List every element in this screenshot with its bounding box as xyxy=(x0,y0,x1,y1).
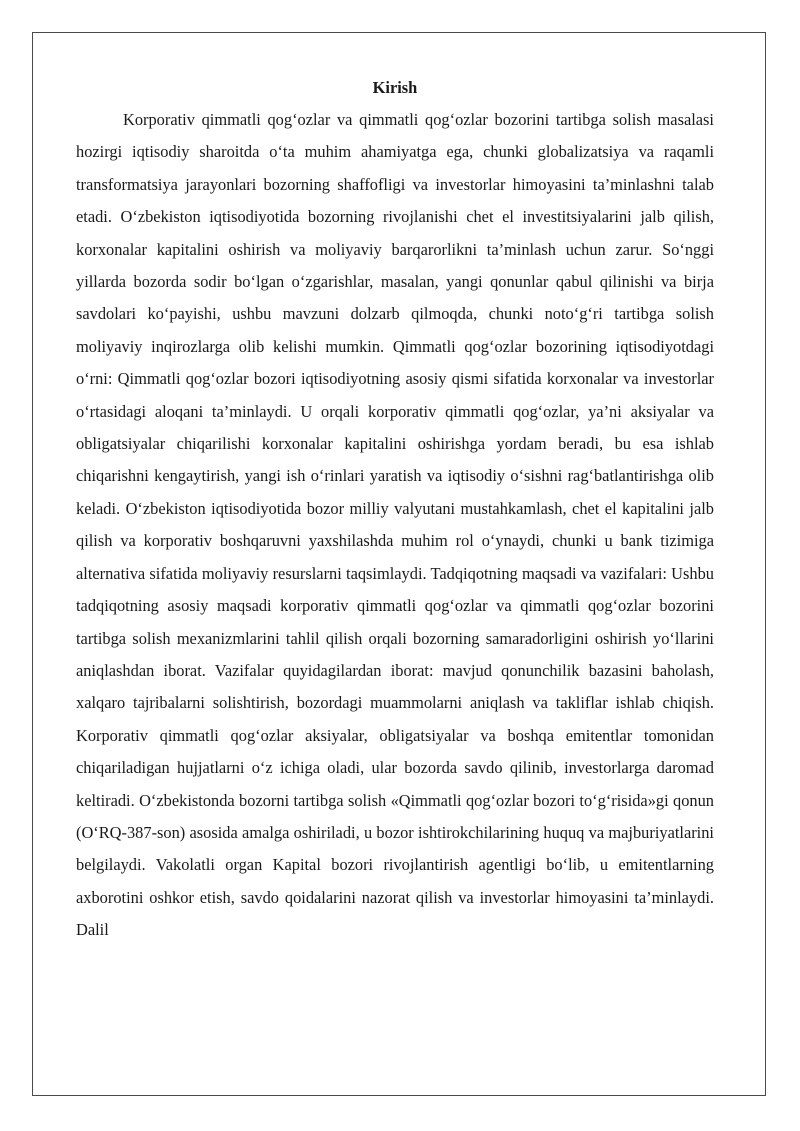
document-content xyxy=(76,76,714,947)
body-paragraph: Korporativ qimmatli qog‘ozlar va qimmatli qog‘ozlar bozorini tartibga solish masalasi hozirgi iqtisodiy sharoitda o‘ta muhim ahamiyatga ega, chunki globalizatsiya va raqamli transformatsiya jarayonlari bozorning shaffofligi va investorlar himoyasini ta’minlashni talab etadi. O‘zbekiston iqtisodiyotida bozorning rivojlanishi chet el investitsiyalarini jalb qilish, korxonalar kapitalini oshirish va moliyaviy barqarorlikni ta’minlash uchun zarur. So‘nggi yillarda bozorda sodir bo‘lgan o‘zgarishlar, masalan, yangi qonunlar qabul qilinishi va birja savdolari ko‘payishi, ushbu mavzuni dolzarb qilmoqda, chunki noto‘g‘ri tartibga solish moliyaviy inqirozlarga olib kelishi mumkin. Qimmatli qog‘ozlar bozorining iqtisodiyotdagi o‘rni: Qimmatli qog‘ozlar bozori iqtisodiyotning asosiy qismi sifatida korxonalar va investorlar o‘rtasidagi aloqani ta’minlaydi. U orqali korporativ qimmatli qog‘ozlar, ya’ni aksiyalar va obligatsiyalar chiqarilishi korxonalar kapitalini oshirishga yordam beradi, bu esa ishlab chiqarishni kengaytirish, yangi ish o‘rinlari yaratish va iqtisodiy o‘sishni rag‘batlantirishga olib keladi. O‘zbekiston iqtisodiyotida bozor milliy valyutani mustahkamlash, chet el kapitalini jalb qilish va korporativ boshqaruvni yaxshilashda muhim rol o‘ynaydi, chunki u bank tizimiga alternativa sifatida moliyaviy resurslarni taqsimlaydi. Tadqiqotning maqsadi va vazifalari: Ushbu tadqiqotning asosiy maqsadi korporativ qimmatli qog‘ozlar va qimmatli qog‘ozlar bozorini tartibga solish mexanizmlarini tahlil qilish orqali bozorning samaradorligini oshirish yo‘llarini aniqlashdan iborat. Vazifalar quyidagilardan iborat: mavjud qonunchilik bazasini baholash, xalqaro tajribalarni solishtirish, bozordagi muammolarni aniqlash va takliflar ishlab chiqish. Korporativ qimmatli qog‘ozlar aksiyalar, obligatsiyalar va boshqa emitentlar tomonidan chiqariladigan hujjatlarni o‘z ichiga oladi, ular bozorda savdo qilinib, investorlarga daromad keltiradi. O‘zbekistonda bozorni tartibga solish «Qimmatli qog‘ozlar bozori to‘g‘risida»gi qonun (O‘RQ-387-son) asosida amalga oshiriladi, u bozor ishtirokchilarining huquq va majburiyatlarini belgilaydi. Vakolatli organ Kapital bozori rivojlantirish agentligi bo‘lib, u emitentlarning axborotini oshkor etish, savdo qoidalarini nazorat qilish va investorlar himoyasini ta’minlaydi. Dalil xyxy=(76,110,714,940)
document-title: Kirish xyxy=(372,78,418,97)
